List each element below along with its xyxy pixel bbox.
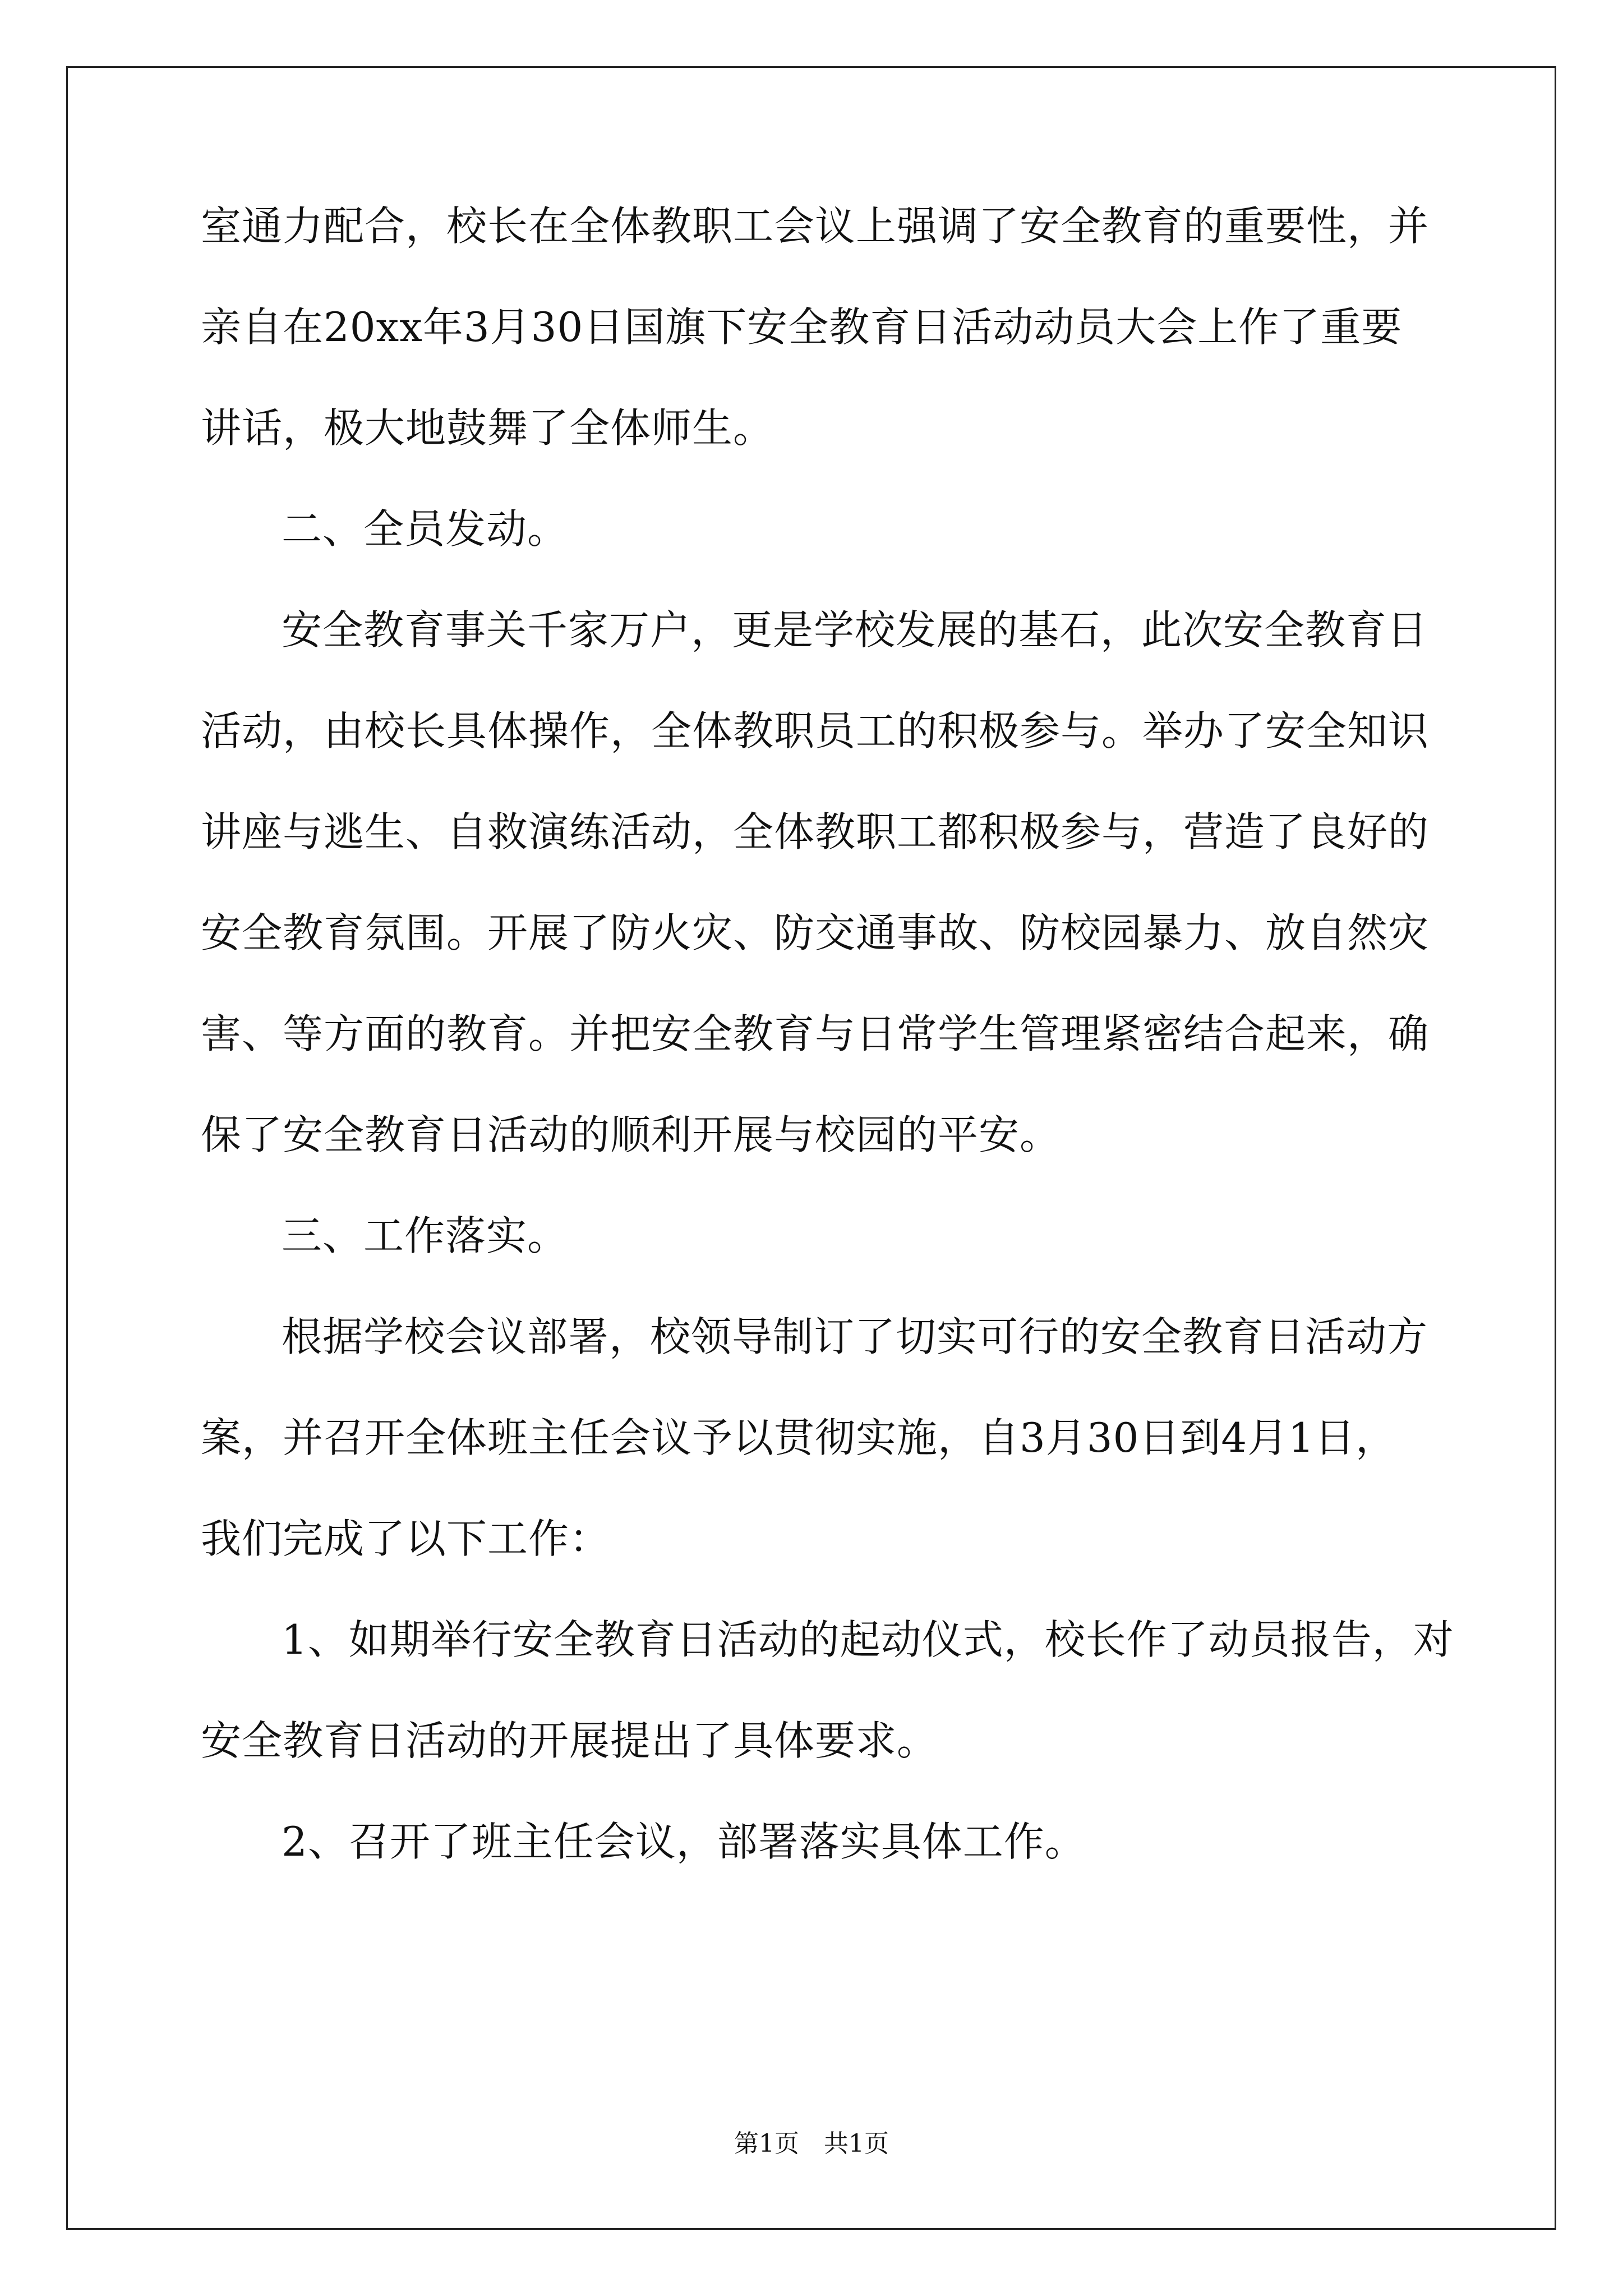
- page-footer: 第1页 共1页: [734, 2129, 889, 2158]
- body-line: 保了安全教育日活动的顺利开展与校园的平安。: [201, 1111, 1061, 1158]
- body-line: 室通力配合，校长在全体教职工会议上强调了安全教育的重要性，并: [201, 203, 1430, 250]
- body-line: 安全教育事关千家万户，更是学校发展的基石，此次安全教育日: [282, 606, 1428, 654]
- list-item: 2、召开了班主任会议，部署落实具体工作。: [282, 1818, 1086, 1865]
- section-heading: 三、工作落实。: [282, 1212, 569, 1259]
- section-heading: 二、全员发动。: [282, 505, 569, 553]
- body-line: 害、等方面的教育。并把安全教育与日常学生管理紧密结合起来，确: [201, 1010, 1430, 1057]
- list-item: 1、如期举行安全教育日活动的起动仪式，校长作了动员报告，对: [282, 1616, 1454, 1663]
- body-line: 活动，由校长具体操作，全体教职员工的积极参与。举办了安全知识: [201, 707, 1430, 754]
- body-line: 我们完成了以下工作：: [201, 1515, 611, 1562]
- body-line: 讲话，极大地鼓舞了全体师生。: [201, 404, 774, 452]
- body-line: 案，并召开全体班主任会议予以贯彻实施，自3月30日到4月1日，: [201, 1414, 1397, 1461]
- body-line: 亲自在20xx年3月30日国旗下安全教育日活动动员大会上作了重要: [201, 303, 1403, 351]
- body-line: 安全教育氛围。开展了防火灾、防交通事故、防校园暴力、放自然灾: [201, 909, 1430, 956]
- body-line: 讲座与逃生、自救演练活动，全体教职工都积极参与，营造了良好的: [201, 808, 1430, 855]
- body-line: 安全教育日活动的开展提出了具体要求。: [201, 1717, 938, 1764]
- body-line: 根据学校会议部署，校领导制订了切实可行的安全教育日活动方: [282, 1313, 1428, 1360]
